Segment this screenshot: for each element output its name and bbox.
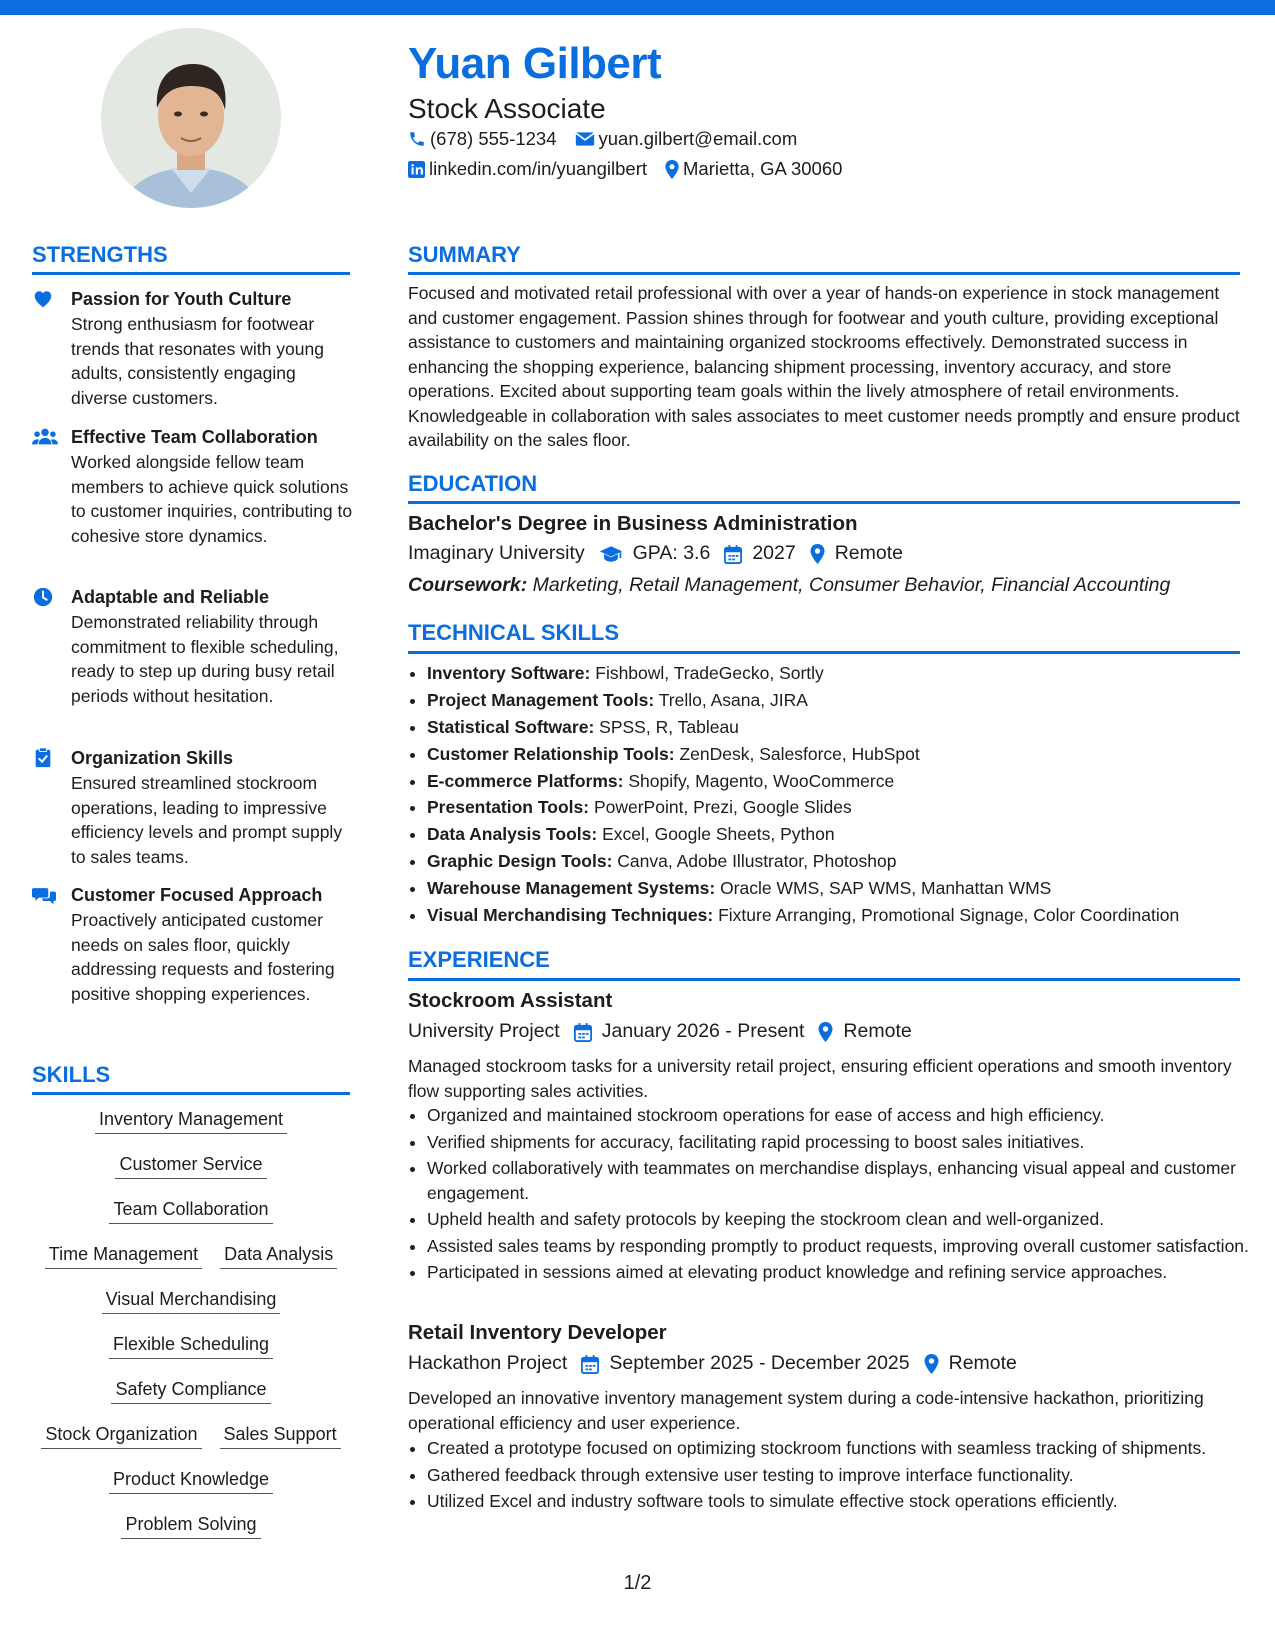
experience-heading: EXPERIENCE: [408, 947, 550, 972]
skill-tag: Data Analysis: [220, 1241, 337, 1269]
tech-skill-label: Customer Relationship Tools:: [427, 743, 675, 764]
skill-row: [32, 1241, 350, 1286]
job-bullet: • Created a prototype focused on optimizing stockroom functions with seamless tracking of shipments.: [427, 1436, 1267, 1461]
skill-tag: Safety Compliance: [111, 1376, 270, 1404]
heart-icon: [32, 288, 54, 310]
skill-tag: Team Collaboration: [109, 1196, 272, 1224]
job-bullet: • Worked collaboratively with teammates on merchandise displays, enhancing visual appeal and customer engagement.: [427, 1156, 1267, 1205]
tech-skill-label: E-commerce Platforms:: [427, 770, 624, 791]
location-contact: [665, 160, 842, 179]
job-bullet: • Organized and maintained stockroom operations for ease of access and high efficiency.: [427, 1103, 1267, 1128]
map-pin-icon: [818, 1022, 833, 1042]
tech-skill-item: [427, 903, 1267, 928]
linkedin-icon: [408, 161, 425, 178]
skill-tag: Time Management: [45, 1241, 202, 1269]
technical-skills-heading: TECHNICAL SKILLS: [408, 620, 620, 645]
job-meta: [408, 1354, 1031, 1374]
job-title: Stockroom Assistant: [408, 989, 613, 1012]
tech-skill-label: Warehouse Management Systems:: [427, 878, 716, 899]
summary-heading: SUMMARY: [408, 242, 521, 267]
summary-rule: [408, 272, 1240, 275]
candidate-role: Stock Associate: [408, 93, 606, 124]
job-bullet: • Utilized Excel and industry software tools to simulate effective stock operations efficiently.: [427, 1489, 1267, 1514]
tech-skill-label: Inventory Software:: [427, 663, 591, 683]
year-item: [724, 544, 795, 564]
users-icon: [32, 426, 58, 448]
skill-row: [32, 1106, 350, 1151]
tech-skill-value: ZenDesk, Salesforce, HubSpot: [679, 743, 920, 764]
tech-skill-value: Canva, Adobe Illustrator, Photoshop: [617, 851, 897, 872]
skill-row: [32, 1466, 350, 1511]
job-location: [924, 1354, 1017, 1374]
job-org: Hackathon Project: [408, 1352, 568, 1375]
candidate-name: Yuan Gilbert: [408, 39, 662, 88]
tech-skill-value: Oracle WMS, SAP WMS, Manhattan WMS: [720, 878, 1052, 899]
skill-row: [32, 1376, 350, 1421]
strength-item: [32, 883, 352, 1006]
tech-skill-item: [427, 661, 1267, 686]
skill-tag: Visual Merchandising: [102, 1286, 281, 1314]
job-summary: Managed stockroom tasks for a university retail project, ensuring efficient operations and smooth inventory flow supporting sales activities.: [408, 1056, 1232, 1101]
strength-item: [32, 746, 352, 869]
job-bullets: [408, 1436, 1267, 1516]
tech-skill-value: Shopify, Magento, WooCommerce: [628, 770, 895, 791]
top-accent-bar: [0, 0, 1275, 15]
job-bullet: • Gathered feedback through extensive user testing to improve interface functionality.: [427, 1463, 1267, 1488]
skills-rule: [32, 1092, 350, 1095]
tech-skill-item: [427, 876, 1267, 901]
job-location-text: Remote: [948, 1352, 1017, 1375]
tech-skill-item: [427, 849, 1267, 874]
coursework-line: [408, 576, 1170, 596]
gpa-item: [599, 544, 711, 564]
job-org: University Project: [408, 1020, 560, 1043]
job-bullet: • Verified shipments for accuracy, facilitating rapid processing to boost sales initiatives.: [427, 1130, 1267, 1155]
school-name: Imaginary University: [408, 542, 585, 565]
map-pin-icon: [810, 544, 825, 564]
strength-description: Worked alongside fellow team members to achieve quick solutions to customer inquiries, contributing to cohesive store dynamics.: [71, 452, 353, 546]
skill-row: [32, 1331, 350, 1376]
tech-skill-item: [427, 822, 1267, 847]
map-pin-icon: [924, 1354, 939, 1374]
technical-skills-rule: [408, 651, 1240, 654]
job-dates: [574, 1022, 805, 1042]
location-text: Marietta, GA 30060: [683, 158, 843, 180]
skill-tag: Product Knowledge: [109, 1466, 273, 1494]
skills-list: [32, 1106, 350, 1556]
gpa-text: GPA: 3.6: [632, 542, 711, 565]
coursework-text: Marketing, Retail Management, Consumer Behavior, Financial Accounting: [532, 574, 1171, 596]
job-bullet: • Upheld health and safety protocols by keeping the stockroom clean and well-organized.: [427, 1207, 1267, 1232]
linkedin-contact[interactable]: [408, 160, 647, 179]
tech-skill-value: SPSS, R, Tableau: [599, 716, 739, 737]
skill-row: [32, 1151, 350, 1196]
tech-skill-item: [427, 742, 1267, 767]
tech-skill-item: [427, 769, 1267, 794]
tech-skill-label: Statistical Software:: [427, 716, 595, 737]
strength-description: Demonstrated reliability through commitment to flexible scheduling, ready to step up during busy retail periods without hesitation.: [71, 612, 339, 706]
graduation-cap-icon: [599, 545, 623, 563]
year-text: 2027: [752, 542, 796, 565]
strengths-rule: [32, 272, 350, 275]
email-contact[interactable]: [575, 130, 798, 149]
tech-skill-value: Excel, Google Sheets, Python: [602, 824, 835, 845]
tech-skill-label: Project Management Tools:: [427, 689, 655, 710]
education-meta: [408, 544, 917, 564]
linkedin-text[interactable]: linkedin.com/in/yuangilbert: [429, 158, 648, 180]
skill-tag: Customer Service: [115, 1151, 266, 1179]
contact-row-2: [408, 160, 860, 179]
job-dates: [581, 1354, 909, 1374]
strength-description: Ensured streamlined stockroom operations, leading to impressive efficiency levels and prompt supply to sales teams.: [71, 773, 343, 867]
skill-tag: Flexible Scheduling: [109, 1331, 273, 1359]
tech-skill-label: Visual Merchandising Techniques:: [427, 905, 714, 926]
job-summary: Developed an innovative inventory management system during a code-intensive hackathon, prioritizing operational efficiency and user experience.: [408, 1388, 1204, 1433]
calendar-icon: [574, 1023, 592, 1042]
contact-row-1: [408, 130, 815, 149]
tech-skill-label: Graphic Design Tools:: [427, 851, 613, 872]
job-dates-text: September 2025 - December 2025: [609, 1352, 910, 1375]
clock-icon: [32, 586, 54, 608]
job-bullet: • Participated in sessions aimed at elevating product knowledge and refining service approaches.: [427, 1260, 1267, 1285]
strength-item: [32, 425, 352, 548]
tech-skill-value: Fixture Arranging, Promotional Signage, Color Coordination: [718, 905, 1180, 926]
degree-title: Bachelor's Degree in Business Administration: [408, 512, 858, 535]
profile-photo: [101, 28, 281, 208]
email-text[interactable]: yuan.gilbert@email.com: [598, 128, 798, 149]
skill-row: [32, 1286, 350, 1331]
job-location-text: Remote: [843, 1020, 912, 1043]
tech-skill-label: Data Analysis Tools:: [427, 824, 598, 845]
calendar-icon: [581, 1355, 599, 1374]
tech-skill-label: Presentation Tools:: [427, 797, 590, 818]
skill-tag: Inventory Management: [95, 1106, 287, 1134]
skill-row: [32, 1511, 350, 1556]
strength-title: Customer Focused Approach: [71, 885, 323, 905]
education-location-text: Remote: [834, 542, 903, 565]
strength-title: Organization Skills: [71, 748, 234, 768]
strength-item: [32, 287, 352, 410]
skill-tag: Sales Support: [220, 1421, 341, 1449]
technical-skills-list: [408, 661, 1267, 930]
clipboard-check-icon: [32, 747, 54, 769]
experience-rule: [408, 978, 1240, 981]
tech-skill-value: Trello, Asana, JIRA: [658, 689, 808, 710]
skill-tag: Problem Solving: [121, 1511, 260, 1539]
job-dates-text: January 2026 - Present: [601, 1020, 805, 1043]
skill-row: [32, 1196, 350, 1241]
job-location: [818, 1022, 911, 1042]
page-number: 1/2: [623, 1572, 652, 1594]
strength-description: Strong enthusiasm for footwear trends that resonates with young adults, consistently engaging diverse customers.: [71, 314, 324, 408]
summary-text: Focused and motivated retail professional with over a year of hands-on experience in stock management and customer engagement. Passion shines through for footwear and youth culture, providing exceptional assistance to customers and maintaining organized stockrooms effectively. Demonstrated success in enhancing the shopping experience, balancing shipment processing, inventory accuracy, and store operations. Excited about supporting team goals within the lively atmosphere of retail environments. Knowledgeable in collaboration with sales associates to meet customer needs promptly and ensure product availability on the sales floor.: [408, 283, 1240, 450]
tech-skill-item: [427, 688, 1267, 713]
calendar-icon: [724, 545, 742, 564]
strength-title: Adaptable and Reliable: [71, 587, 270, 607]
phone-contact: [408, 130, 557, 149]
job-title: Retail Inventory Developer: [408, 1321, 667, 1344]
skills-heading: SKILLS: [32, 1062, 111, 1087]
coursework-label: Coursework:: [408, 574, 528, 596]
comments-icon: [32, 884, 56, 906]
strengths-heading: STRENGTHS: [32, 242, 168, 267]
strength-item: [32, 585, 352, 708]
tech-skill-value: PowerPoint, Prezi, Google Slides: [593, 797, 852, 818]
strength-title: Passion for Youth Culture: [71, 289, 292, 309]
tech-skill-item: [427, 795, 1267, 820]
education-rule: [408, 501, 1240, 504]
phone-icon: [408, 130, 426, 148]
map-pin-icon: [665, 160, 679, 179]
tech-skill-item: [427, 715, 1267, 740]
skill-row: [32, 1421, 350, 1466]
strength-title: Effective Team Collaboration: [71, 427, 318, 447]
education-location: [810, 544, 903, 564]
phone-text: (678) 555-1234: [430, 128, 557, 149]
job-meta: [408, 1022, 926, 1042]
education-heading: EDUCATION: [408, 471, 538, 496]
job-bullets: [408, 1103, 1267, 1287]
job-bullet: • Assisted sales teams by responding promptly to product requests, improving overall customer satisfaction.: [427, 1234, 1267, 1259]
skill-tag: Stock Organization: [41, 1421, 201, 1449]
envelope-icon: [575, 131, 595, 147]
tech-skill-value: Fishbowl, TradeGecko, Sortly: [595, 663, 824, 683]
strength-description: Proactively anticipated customer needs on sales floor, quickly addressing requests and fostering positive shopping experiences.: [71, 910, 335, 1004]
